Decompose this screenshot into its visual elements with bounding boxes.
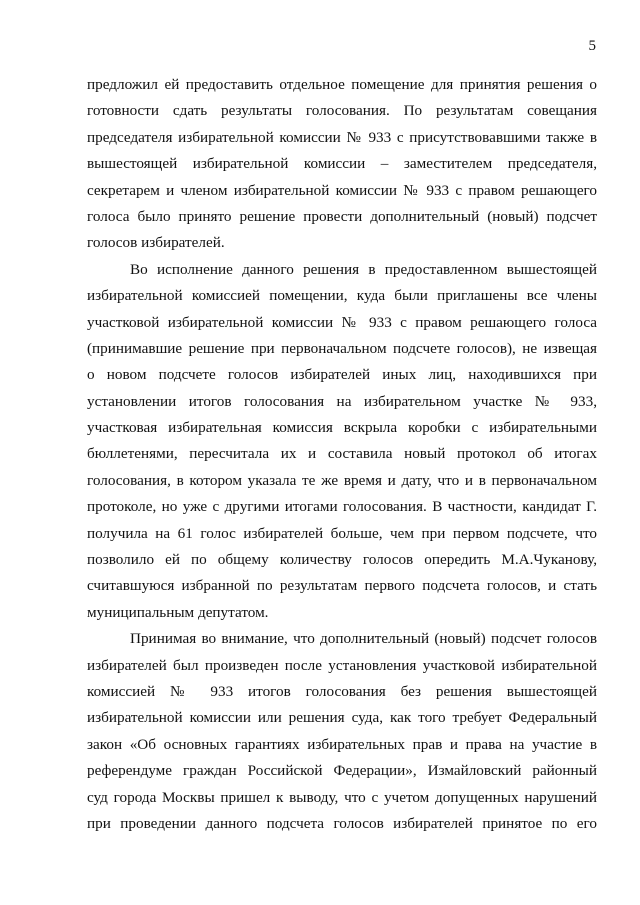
text-line: участковая избирательная комиссия вскрыла коробки с избирательными	[87, 419, 597, 437]
text-line: участковой избирательной комиссии № 933 с правом решающего голоса	[87, 313, 597, 331]
text-line: избирательной комиссии или решения суда, как того требует Федеральный	[87, 709, 597, 727]
text-line: установлении итогов голосования на избирательном участке № 933,	[87, 392, 597, 410]
document-body	[87, 72, 597, 837]
text-line: закон «Об основных гарантиях избирательных прав и права на участие в	[87, 735, 597, 753]
paragraph-3	[87, 626, 597, 837]
text-line: (принимавшие решение при первоначальном подсчете голосов), не извещая	[87, 339, 597, 357]
text-line: комиссией № 933 итогов голосования без решения вышестоящей	[87, 682, 597, 700]
text-line: вышестоящей избирательной комиссии – заместителем председателя,	[87, 155, 597, 173]
text-line: Принимая во внимание, что дополнительный (новый) подсчет голосов	[130, 630, 597, 648]
text-line: муниципальным депутатом.	[87, 603, 269, 621]
text-line: секретарем и членом избирательной комиссии № 933 с правом решающего	[87, 181, 597, 199]
text-line: избирателей был произведен после установления участковой избирательной	[87, 656, 597, 674]
text-line: считавшуюся избранной по результатам первого подсчета голосов, и стать	[87, 577, 597, 595]
text-line: получила на 61 голос избирателей больше, чем при первом подсчете, что	[87, 524, 597, 542]
text-line: готовности сдать результаты голосования. По результатам совещания	[87, 102, 597, 120]
page-number: 5	[588, 38, 596, 54]
text-line: голосования, в котором указала те же время и дату, что и в первоначальном	[87, 471, 597, 489]
text-line: голоса было принято решение провести дополнительный (новый) подсчет	[87, 207, 597, 225]
text-line: Во исполнение данного решения в предоставленном вышестоящей	[130, 260, 597, 278]
text-line: референдуме граждан Российской Федерации», Измайловский районный	[87, 762, 597, 780]
text-line: при проведении данного подсчета голосов избирателей принятое по его	[87, 814, 597, 832]
paragraph-2	[87, 257, 597, 626]
paragraph-1	[87, 72, 597, 257]
text-line: позволило ей по общему количеству голосов опередить М.А.Чуканову,	[87, 551, 597, 569]
text-line: предложил ей предоставить отдельное помещение для принятия решения о	[87, 76, 597, 93]
text-line: протоколе, но уже с другими итогами голосования. В частности, кандидат Г.	[87, 498, 597, 516]
text-line: председателя избирательной комиссии № 933 с присутствовавшими также в	[87, 128, 597, 146]
text-line: бюллетенями, пересчитала их и составила новый протокол об итогах	[87, 445, 597, 463]
text-line: голосов избирателей.	[87, 234, 225, 252]
text-line: о новом подсчете голосов избирателей иных лиц, находившихся при	[87, 366, 597, 384]
text-line: суд города Москвы пришел к выводу, что с учетом допущенных нарушений	[87, 788, 597, 806]
text-line: избирательной комиссией помещении, куда были приглашены все члены	[87, 287, 597, 305]
